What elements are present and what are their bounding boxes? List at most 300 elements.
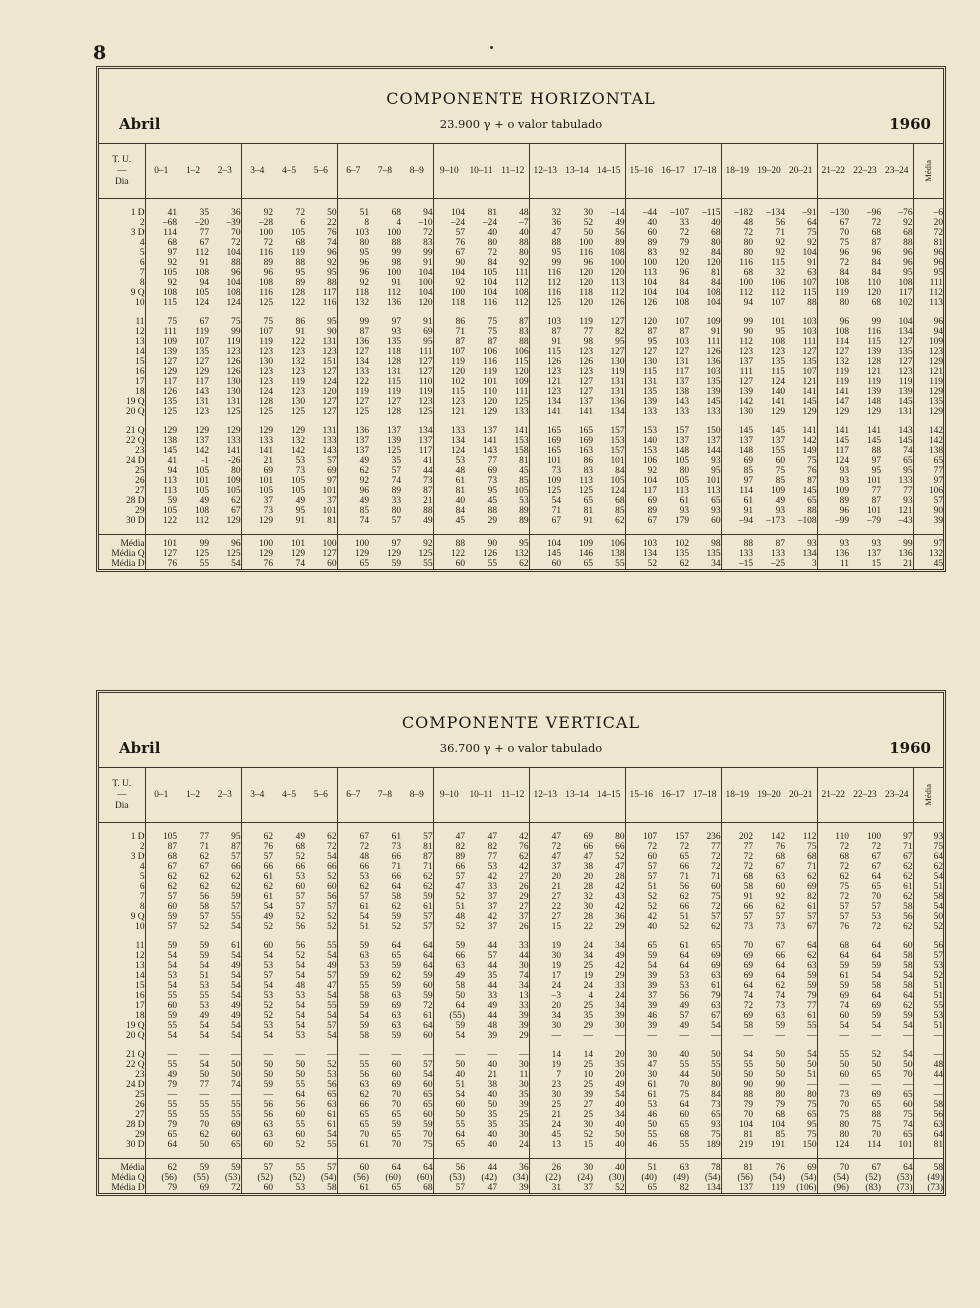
value-cell: 101 [273,535,305,550]
value-cell: 40 [487,1130,497,1140]
table-row [99,486,943,496]
value-cell: –91 [785,208,817,218]
value-cell: 112 [785,832,817,842]
value-cell: 94 [743,298,753,308]
value-cell: 144 [689,446,721,456]
value-cell: 59 [775,1021,785,1031]
day-label: 18 [99,1011,145,1021]
value-cell: 59 [391,981,401,991]
value-cell: 62 [881,862,913,872]
value-cell: 57 [455,1183,465,1193]
value-cell: 76 [785,466,817,476]
value-cell: 57 [455,228,465,238]
value-cell: 40 [593,1140,625,1150]
table-row [99,268,943,278]
value-cell: 56 [295,941,305,951]
value-cell: 54 [839,1021,849,1031]
value-cell: 73 [551,466,561,476]
value-cell: 48 [487,1021,497,1031]
value-cell: 37 [263,496,273,506]
value-cell: 130 [290,397,305,407]
value-cell: 66 [455,951,465,961]
value-cell: 56 [679,991,689,1001]
value-cell: 127 [354,397,369,407]
value-cell: 58 [199,902,209,912]
table-row [99,872,943,882]
hour-header: 19–20 [753,144,785,199]
value-cell: 112 [387,288,401,298]
value-cell: 124 [770,377,785,387]
value-cell: 30 [593,1021,625,1031]
value-cell: 35 [487,1110,497,1120]
value-cell: 108 [674,298,689,308]
value-cell: 92 [263,208,273,218]
value-cell: –76 [881,208,913,218]
value-cell: 119 [835,367,849,377]
value-cell: 129 [258,516,273,526]
value-cell: 49 [199,1011,209,1021]
value-cell: 60 [209,1130,241,1140]
value-cell: 142 [194,446,209,456]
day-label: 6 [99,882,145,892]
value-cell: 121 [866,367,881,377]
value-cell: 169 [578,436,593,446]
value-cell: 70 [743,941,753,951]
value-cell: 61 [785,902,817,912]
value-cell: — [689,1031,721,1041]
value-cell: 120 [578,278,593,288]
value-cell: 56 [679,882,689,892]
value-cell: 67 [775,941,785,951]
value-cell: 127 [881,337,913,347]
value-cell: 135 [689,377,721,387]
value-cell: 20 [583,872,593,882]
value-cell: 73 [775,922,785,932]
value-cell: 104 [785,248,817,258]
value-cell: (56) [161,1173,177,1183]
value-cell: 83 [647,248,657,258]
hour-header: 9–10 [433,768,465,823]
value-cell: 128 [866,357,881,367]
value-cell: 64 [401,961,433,971]
value-cell: 64 [881,1159,913,1174]
value-cell: 52 [679,922,689,932]
value-cell: 58 [391,892,401,902]
value-cell: 56 [305,1080,337,1090]
value-cell: 113 [579,476,593,486]
value-cell: 54 [881,1050,913,1060]
value-cell: 51 [359,922,369,932]
table-row [99,357,943,367]
value-cell: 79 [679,238,689,248]
value-cell: 105 [290,476,305,486]
value-cell: 83 [497,327,529,337]
value-cell: 59 [647,951,657,961]
value-cell: 27 [583,1100,593,1110]
value-cell: 56 [295,1100,305,1110]
value-cell: 59 [199,941,209,951]
value-cell: 55 [785,1021,817,1031]
value-cell: 140 [642,436,657,446]
value-cell: 87 [753,535,785,550]
day-label: 2 [99,842,145,852]
value-cell: 50 [295,1060,305,1070]
day-label: Média [99,1159,145,1174]
value-cell: 111 [497,268,529,278]
value-cell: 32 [583,892,593,902]
value-cell: 65 [167,1130,177,1140]
value-cell: 155 [770,446,785,456]
value-cell: 153 [642,426,657,436]
value-cell: (53) [881,1173,913,1183]
value-cell: 141 [578,407,593,417]
value-cell: 114 [835,337,849,347]
value-cell: 49 [359,496,369,506]
value-cell: 84 [593,466,625,476]
value-cell: 158 [497,446,529,456]
value-cell: 108 [689,288,721,298]
value-cell: 53 [295,991,305,1001]
value-cell: 61 [305,1110,337,1120]
table-row [99,1130,943,1140]
value-cell: 101 [145,535,177,550]
value-cell: 98 [583,337,593,347]
value-cell: 45 [551,1130,561,1140]
value-cell: 27 [497,872,529,882]
value-cell: 108 [770,337,785,347]
value-cell: 54 [167,1031,177,1041]
value-cell: 119 [291,248,305,258]
value-cell: 40 [593,1100,625,1110]
value-cell: 134 [785,549,817,559]
day-label: Média Q [99,1173,145,1183]
value-cell: 129 [162,367,177,377]
value-cell: 82 [785,892,817,902]
value-cell: 62 [401,872,433,882]
value-cell: 145 [834,436,849,446]
value-cell: 69 [743,961,753,971]
value-cell: 21 [401,496,433,506]
value-cell: 64 [455,1130,465,1140]
value-cell: 129 [209,516,241,526]
value-cell: 54 [199,961,209,971]
value-cell: 123 [290,367,305,377]
value-cell: 63 [391,1021,401,1031]
value-cell: 127 [401,367,433,377]
value-cell: 33 [487,991,497,1001]
value-cell: 52 [871,1050,881,1060]
value-cell: 105 [290,228,305,238]
spacer-row [99,823,943,833]
value-cell: 50 [263,1070,273,1080]
value-cell: 62 [199,852,209,862]
value-cell: 37 [551,862,561,872]
value-cell: 138 [674,387,689,397]
value-cell: 115 [785,288,817,298]
value-cell: 39 [647,971,657,981]
value-cell: 145 [770,426,785,436]
value-cell: 64 [775,961,785,971]
value-cell: 54 [455,1031,465,1041]
value-cell: 100 [738,278,753,288]
value-cell: 38 [487,1080,497,1090]
value-cell: 87 [497,317,529,327]
value-cell: 133 [209,436,241,446]
value-cell: 116 [305,298,337,308]
value-cell: 62 [593,516,625,526]
table-row [99,832,943,842]
day-label: 22 Q [99,1060,145,1070]
value-cell: 54 [209,951,241,961]
value-cell: 107 [785,278,817,288]
value-cell: 45 [497,466,529,476]
table-row [99,1080,943,1090]
value-cell: 59 [455,941,465,951]
value-cell: 74 [359,516,369,526]
value-cell: 69 [743,456,753,466]
value-cell: 59 [167,912,177,922]
value-cell: — [785,1080,817,1090]
table-row [99,426,943,436]
value-cell: 30 [583,1120,593,1130]
value-cell: 135 [881,347,913,357]
value-cell: 59 [167,496,177,506]
value-cell: 62 [881,872,913,882]
value-cell: 57 [679,1011,689,1021]
value-cell: 40 [455,1070,465,1080]
value-cell: 44 [487,1011,497,1021]
value-cell: 93 [775,506,785,516]
value-cell: 119 [835,288,849,298]
value-cell: 57 [263,852,273,862]
value-cell: 106 [593,535,625,550]
value-cell: 54 [209,1031,241,1041]
value-cell: 123 [546,387,561,397]
value-cell: 56 [263,1110,273,1120]
value-cell: 64 [871,941,881,951]
value-cell: 47 [455,832,465,842]
value-cell: 68 [839,941,849,951]
value-cell: 49 [487,1001,497,1011]
value-cell: 64 [839,951,849,961]
value-cell: 54 [263,902,273,912]
value-cell: 117 [675,367,689,377]
value-cell: 57 [241,1159,273,1174]
value-cell: 99 [401,248,433,258]
value-cell: 34 [593,941,625,951]
value-cell: 55 [273,1159,305,1174]
day-label: 17 [99,377,145,387]
value-cell: 129 [834,407,849,417]
day-label: 30 D [99,516,145,526]
day-label: 12 [99,327,145,337]
value-cell: 87 [871,238,881,248]
value-cell: 66 [593,842,625,852]
value-cell: 129 [386,549,401,559]
value-cell: 49 [775,496,785,506]
value-cell: 49 [593,1080,625,1090]
panel-header [99,69,943,144]
value-cell: 74 [391,476,401,486]
value-cell: 39 [647,981,657,991]
value-cell: 131 [593,387,625,397]
value-cell: 135 [689,549,721,559]
value-cell: 60 [775,882,785,892]
value-cell: 99 [359,317,369,327]
value-cell: 93 [679,506,689,516]
value-cell: 92 [881,218,913,228]
value-cell: 53 [263,991,273,1001]
value-cell: 129 [290,549,305,559]
value-cell: (56) [353,1173,369,1183]
value-cell: 60 [295,1110,305,1120]
value-cell: 63 [263,1130,273,1140]
value-cell: 91 [401,258,433,268]
value-cell: 69 [689,961,721,971]
value-cell: 125 [258,298,273,308]
value-cell: 112 [547,278,561,288]
value-cell: 55 [199,559,209,569]
value-cell: 153 [642,446,657,456]
value-cell: 71 [199,842,209,852]
value-cell: 127 [578,387,593,397]
value-cell: 134 [642,549,657,559]
value-cell: 119 [355,387,369,397]
value-cell: 54 [455,1090,465,1100]
value-cell: 24 [583,981,593,991]
value-cell: 127 [305,407,337,417]
value-cell: 148 [866,397,881,407]
value-cell: — [295,1050,305,1060]
value-cell: 57 [487,951,497,961]
value-cell: 29 [593,971,625,981]
value-cell: 46 [647,1011,657,1021]
value-cell: 89 [497,516,529,526]
value-cell: 80 [743,248,753,258]
value-cell: 96 [679,268,689,278]
value-cell: 89 [497,506,529,516]
value-cell: 57 [401,912,433,922]
value-cell: 123 [450,397,465,407]
value-cell: 77 [871,486,881,496]
value-cell: 109 [689,317,721,327]
value-cell: 54 [199,1060,209,1070]
value-cell: 60 [647,228,657,238]
value-cell: 52 [305,1060,337,1070]
table-row [99,456,943,466]
value-cell: 145 [738,426,753,436]
daily-mean-cell: 53 [933,1011,943,1021]
value-cell: 125 [209,407,241,417]
hour-header: 1–2 [177,144,209,199]
value-cell: 104 [642,278,657,288]
value-cell: 42 [487,872,497,882]
value-cell: 53 [295,1031,305,1041]
value-cell: — [839,1031,849,1041]
value-cell: 54 [743,1050,753,1060]
value-cell: 79 [167,1183,177,1193]
value-cell: (24) [577,1173,593,1183]
value-cell: 69 [689,951,721,961]
value-cell: 151 [305,357,337,367]
value-cell: 61 [647,1090,657,1100]
value-cell: (52) [865,1173,881,1183]
value-cell: 125 [209,549,241,559]
value-cell: 29 [487,516,497,526]
value-cell: 53 [167,971,177,981]
value-cell: 30 [497,1130,529,1140]
value-cell: 55 [295,1080,305,1090]
value-cell: 52 [647,902,657,912]
value-cell: 55 [167,1021,177,1031]
value-cell: 72 [689,902,721,912]
value-cell: 77 [583,327,593,337]
value-cell: 135 [674,549,689,559]
daily-mean-cell: 52 [933,971,943,981]
value-cell: 119 [593,367,625,377]
value-cell: 39 [487,1031,497,1041]
value-cell: 65 [785,496,817,506]
day-label: 3 D [99,228,145,238]
hour-header: 1–2 [177,768,209,823]
daily-mean-cell: 90 [933,506,943,516]
value-cell: 105 [209,486,241,496]
day-label: 27 [99,486,145,496]
value-cell: 142 [770,832,785,842]
value-cell: — [487,1050,497,1060]
value-cell: 77 [199,832,209,842]
value-cell: 148 [674,446,689,456]
value-cell: 65 [689,496,721,506]
value-cell: 106 [642,456,657,466]
value-cell: 13 [497,991,529,1001]
value-cell: 96 [839,248,849,258]
value-cell: 107 [642,832,657,842]
value-cell: 33 [487,882,497,892]
value-cell: 72 [743,852,753,862]
value-cell: 52 [583,1130,593,1140]
value-cell: 136 [834,549,849,559]
value-cell: 65 [359,1110,369,1120]
daily-mean-cell: 56 [933,1110,943,1120]
value-cell: 63 [775,1011,785,1021]
value-cell: 94 [199,278,209,288]
value-cell: 61 [263,892,273,902]
value-cell: 30 [647,1070,657,1080]
value-cell: 88 [785,298,817,308]
daily-mean-cell: 96 [933,317,943,327]
value-cell: 137 [674,377,689,387]
value-cell: 105 [194,466,209,476]
value-cell: 75 [785,456,817,466]
value-cell: 52 [305,922,337,932]
value-cell: 80 [487,238,497,248]
value-cell: 32 [775,268,785,278]
value-cell: 15 [871,559,881,569]
value-cell: 89 [647,238,657,248]
value-cell: 96 [263,268,273,278]
hour-header: 18–19 [721,768,753,823]
daily-mean-cell: — [933,1080,943,1090]
value-cell: 88 [295,258,305,268]
value-cell: 90 [775,1080,785,1090]
value-cell: 55 [359,981,369,991]
value-cell: 112 [771,288,785,298]
value-cell: 137 [578,397,593,407]
day-label: Média D [99,1183,145,1193]
value-cell: 20 [551,872,561,882]
hour-header: 13–14 [561,768,593,823]
